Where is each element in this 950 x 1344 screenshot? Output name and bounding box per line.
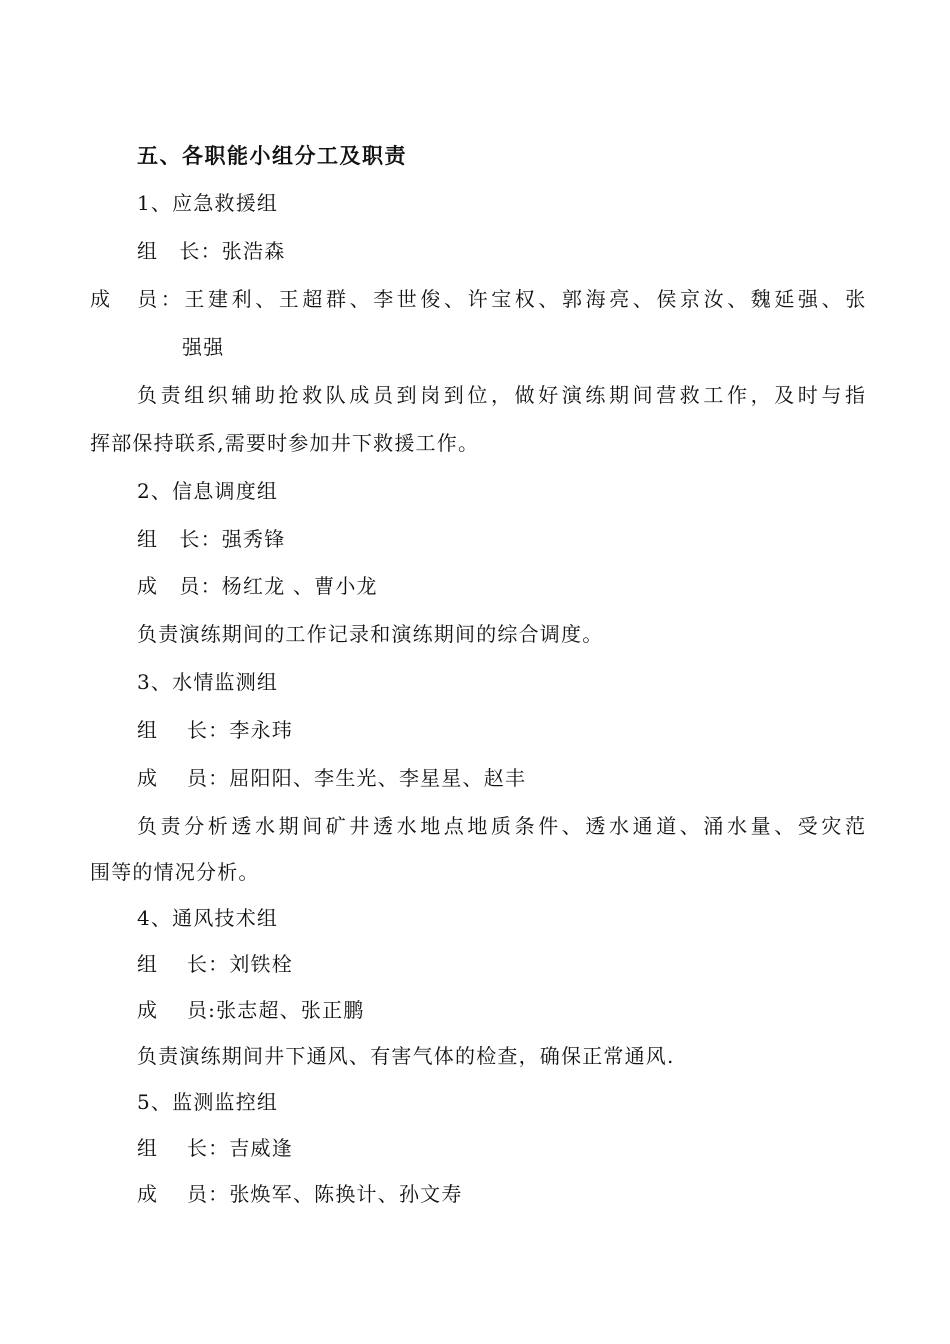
group-4-leader: 组 长：刘铁栓 <box>137 952 293 976</box>
group-2-duty: 负责演练期间的工作记录和演练期间的综合调度。 <box>137 622 604 646</box>
group-1-title: 1、应急救援组 <box>137 191 279 215</box>
group-2-title: 2、信息调度组 <box>137 479 279 503</box>
group-4-members: 成 员:张志超、张正鹏 <box>137 998 365 1022</box>
group-5-title: 5、监测监控组 <box>137 1090 279 1114</box>
group-4-title: 4、通风技术组 <box>137 906 279 930</box>
group-5-members: 成 员：张焕军、陈换计、孙文寿 <box>137 1182 463 1206</box>
group-1-members-cont: 强强 <box>182 335 225 359</box>
group-1-leader: 组 长：张浩森 <box>137 239 286 263</box>
section-title: 五、各职能小组分工及职责 <box>137 143 407 168</box>
group-3-duty-cont: 围等的情况分析。 <box>90 860 260 884</box>
group-3-duty: 负责分析透水期间矿井透水地点地质条件、透水通道、涌水量、受灾范 <box>137 814 869 838</box>
group-2-leader: 组 长：强秀锋 <box>137 527 286 551</box>
group-3-title: 3、水情监测组 <box>137 670 279 694</box>
group-1-members: 成 员：王建利、王超群、李世俊、许宝权、郭海亮、侯京汝、魏延强、张 <box>90 287 869 311</box>
group-2-members: 成 员：杨红龙 、曹小龙 <box>137 574 378 598</box>
group-5-leader: 组 长：吉威逢 <box>137 1136 293 1160</box>
group-4-duty: 负责演练期间井下通风、有害气体的检查，确保正常通风. <box>137 1044 675 1068</box>
group-1-duty-cont: 挥部保持联系,需要时参加井下救援工作。 <box>90 431 480 455</box>
group-3-members: 成 员：屈阳阳、李生光、李星星、赵丰 <box>137 766 527 790</box>
group-3-leader: 组 长：李永玮 <box>137 718 293 742</box>
group-1-duty: 负责组织辅助抢救队成员到岗到位，做好演练期间营救工作，及时与指 <box>137 383 869 407</box>
